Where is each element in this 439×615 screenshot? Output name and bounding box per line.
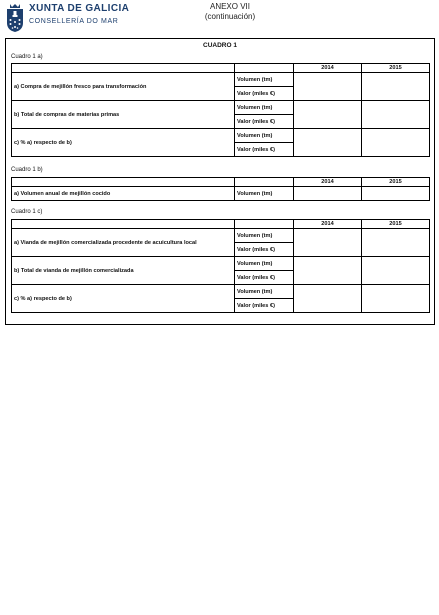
value-cell-2014[interactable] [294,129,362,157]
year-header-2014: 2014 [294,220,362,229]
year-header-2014: 2014 [294,178,362,187]
unit-volume: Volumen (tm) [235,101,294,115]
table-row [12,257,430,271]
org-name: XUNTA DE GALICIA [29,3,130,14]
value-cell-2014[interactable] [294,285,362,313]
year-header-2015: 2015 [362,178,430,187]
section-label-1a: Cuadro 1 a) [11,54,43,60]
table-row [12,285,430,299]
cuadro-frame [5,38,435,325]
row-description: a) Compra de mejillón fresco para transformación [12,73,235,101]
unit-volume: Volumen (tm) [235,229,294,243]
unit-value: Valor (miles €) [235,143,294,157]
row-description: c) % a) respecto de b) [12,285,235,313]
unit-volume: Volumen (tm) [235,129,294,143]
value-cell-2015[interactable] [362,187,430,201]
row-description: c) % a) respecto de b) [12,129,235,157]
table-header-row [12,178,430,187]
table-1a [11,63,430,157]
year-header-2014: 2014 [294,64,362,73]
header-blank [12,64,235,73]
header-blank [12,178,235,187]
section-label-1b: Cuadro 1 b) [11,167,43,173]
unit-value: Valor (miles €) [235,115,294,129]
table-1b [11,177,430,201]
value-cell-2014[interactable] [294,257,362,285]
organization-header [29,3,129,27]
year-header-2015: 2015 [362,64,430,73]
row-description: b) Total de vianda de mejillón comercializada [12,257,235,285]
row-description: a) Vianda de mejillón comercializada procedente de acuicultura local [12,229,235,257]
table-1c [11,219,430,313]
header-blank [235,64,294,73]
table-row [12,187,430,201]
unit-value: Valor (miles €) [235,271,294,285]
unit-value: Valor (miles €) [235,243,294,257]
header-blank [235,220,294,229]
table-header-row [12,220,430,229]
value-cell-2015[interactable] [362,257,430,285]
unit-volume: Volumen (tm) [235,73,294,87]
table-row [12,229,430,243]
unit-volume: Volumen (tm) [235,285,294,299]
value-cell-2014[interactable] [294,187,362,201]
unit-volume: Volumen (tm) [235,257,294,271]
department-name: CONSELLERÍA DO MAR [29,18,119,25]
annex-heading [190,2,270,22]
value-cell-2014[interactable] [294,229,362,257]
galicia-coat-of-arms-icon [6,3,24,33]
value-cell-2014[interactable] [294,101,362,129]
value-cell-2014[interactable] [294,73,362,101]
row-description: b) Total de compras de materias primas [12,101,235,129]
value-cell-2015[interactable] [362,285,430,313]
value-cell-2015[interactable] [362,101,430,129]
unit-volume: Volumen (tm) [235,187,294,201]
header-blank [235,178,294,187]
table-row [12,73,430,87]
header-blank [12,220,235,229]
annex-subtitle: (continuación) [204,12,256,21]
year-header-2015: 2015 [362,220,430,229]
section-label-1c: Cuadro 1 c) [11,209,43,215]
table-row [12,101,430,115]
row-description: a) Volumen anual de mejillón cocido [12,187,235,201]
table-row [12,129,430,143]
value-cell-2015[interactable] [362,129,430,157]
cuadro-title: CUADRO 1 [203,42,237,49]
table-header-row [12,64,430,73]
unit-value: Valor (miles €) [235,87,294,101]
unit-value: Valor (miles €) [235,299,294,313]
annex-title: ANEXO VII [209,2,250,11]
value-cell-2015[interactable] [362,229,430,257]
value-cell-2015[interactable] [362,73,430,101]
